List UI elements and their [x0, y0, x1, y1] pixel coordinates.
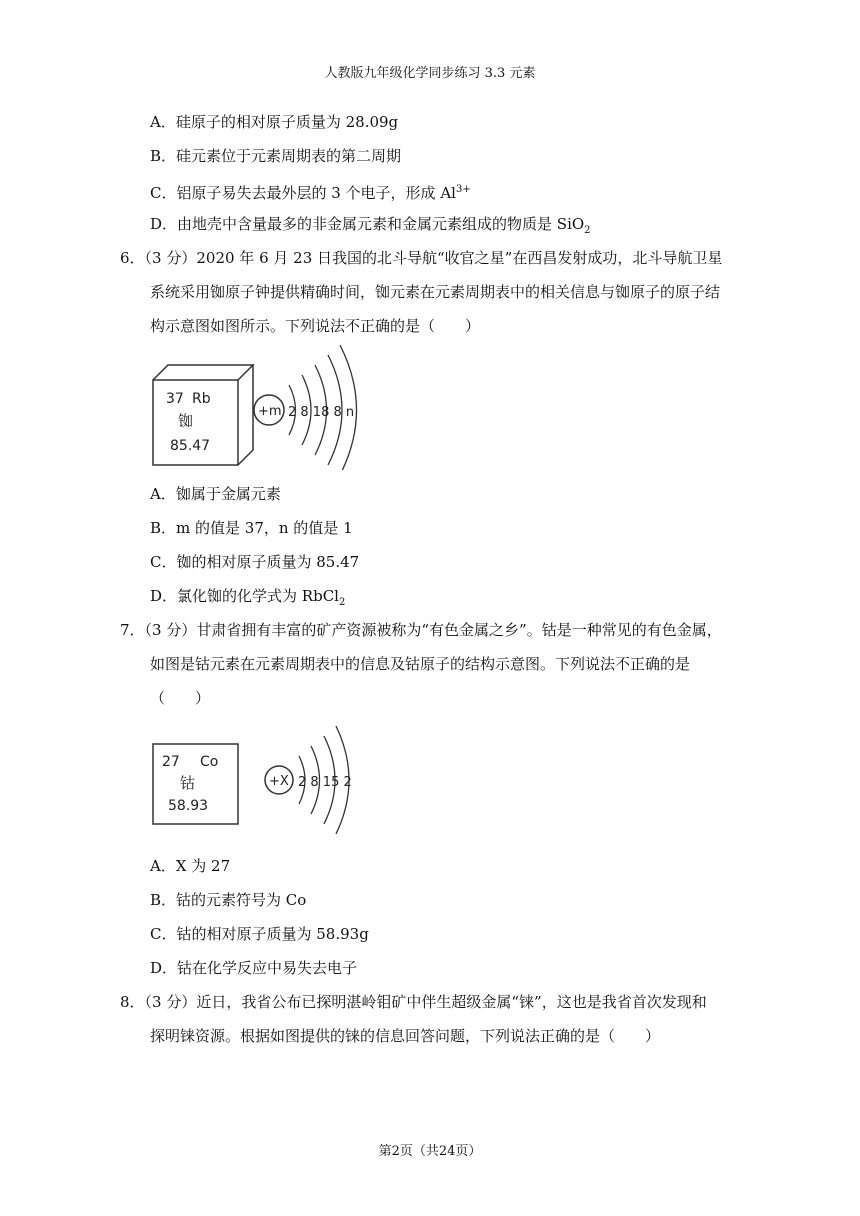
rubidium-name: 铷	[178, 412, 194, 430]
q7-option-d: D．钴在化学反应中易失去电子	[150, 959, 358, 977]
q6-option-b: B．m 的值是 37，n 的值是 1	[150, 519, 353, 537]
q5-option-d-text: D．由地壳中含量最多的非金属元素和金属元素组成的物质是 SiO	[150, 215, 585, 233]
cobalt-figure	[148, 712, 363, 837]
q5-option-c-text: C．铝原子易失去最外层的 3 个电子，形成 Al	[150, 184, 456, 202]
q7-stem-line-1: 7．（3 分）甘肃省拥有丰富的矿产资源被称为“有色金属之乡”。钴是一种常见的有色金属，	[120, 621, 722, 639]
page-header: 人教版九年级化学同步练习 3.3 元素	[324, 66, 536, 81]
q5-option-d	[150, 214, 591, 241]
q6-option-c: C．铷的相对原子质量为 85.47	[150, 553, 360, 571]
rubidium-figure	[148, 340, 363, 470]
rubidium-nucleus-label: +m	[258, 404, 282, 419]
page-footer: 第2页（共24页）	[378, 1144, 482, 1159]
q5-option-d-subscript: 2	[584, 225, 591, 236]
q6-stem-line-2: 系统采用铷原子钟提供精确时间，铷元素在元素周期表中的相关信息与铷原子的原子结	[150, 283, 721, 301]
q8-stem-line-1: 8．（3 分）近日，我省公布已探明湛岭钼矿中伴生超级金属“铼”，这也是我省首次发现和	[120, 993, 707, 1011]
q6-option-d-subscript: 2	[338, 597, 346, 608]
rubidium-atomic-mass: 85.47	[170, 438, 211, 454]
q7-stem-line-3: （ ）	[150, 689, 211, 707]
q7-stem-line-2: 如图是钴元素在元素周期表中的信息及钴原子的结构示意图。下列说法不正确的是	[150, 655, 691, 673]
q6-stem-line-3: 构示意图如图所示。下列说法不正确的是（ ）	[150, 317, 481, 335]
cobalt-nucleus-label: +X	[269, 774, 289, 789]
q6-option-d-text: D．氯化铷的化学式为 RbCl	[150, 587, 339, 605]
rubidium-atomic-number: 37	[166, 391, 184, 407]
cobalt-atomic-mass: 58.93	[168, 798, 209, 814]
q7-option-a: A．X 为 27	[150, 857, 231, 875]
rubidium-symbol: Rb	[192, 391, 211, 407]
cobalt-atomic-number: 27	[162, 754, 180, 770]
cobalt-electron-counts: 2 8 15 2	[298, 775, 352, 790]
q5-option-b: B．硅元素位于元素周期表的第二周期	[150, 147, 402, 165]
q5-option-c-charge: 3+	[455, 184, 471, 195]
q5-option-a: A．硅原子的相对原子质量为 28.09g	[150, 113, 399, 131]
q6-stem-line-1: 6．（3 分）2020 年 6 月 23 日我国的北斗导航“收官之星”在西昌发射成功，北斗导航卫星	[120, 249, 723, 267]
q8-stem-line-2: 探明铼资源。根据如图提供的铼的信息回答问题，下列说法正确的是（ ）	[150, 1027, 661, 1045]
q7-option-b: B．钴的元素符号为 Co	[150, 891, 307, 909]
q5-option-c	[150, 180, 471, 203]
q6-option-a: A．铷属于金属元素	[150, 485, 281, 503]
q6-option-d	[150, 586, 345, 613]
rubidium-electron-counts: 2 8 18 8 n	[288, 405, 355, 420]
cobalt-symbol: Co	[200, 754, 219, 770]
q7-option-c: C．钴的相对原子质量为 58.93g	[150, 925, 369, 943]
cobalt-name: 钴	[180, 774, 196, 792]
